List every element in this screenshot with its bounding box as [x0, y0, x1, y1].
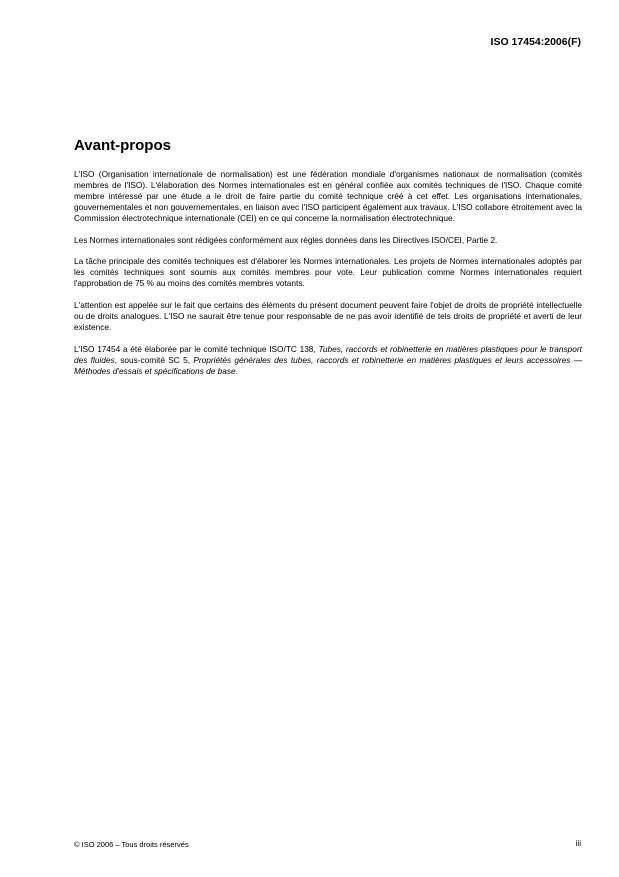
committee-title: Tubes, raccords et robinetterie en matières plastiques pour le transport des fluides: [74, 343, 582, 365]
paragraph-4: L'attention est appelée sur le fait que certains des éléments du présent document peuvent faire l'objet de droits de propriété intellectuelle ou de droits analogues. L'ISO ne saurait être tenue pour responsable de ne pas avoir identifié de tels droits de propriété et averti de leur existence.: [74, 300, 582, 332]
page-title: Avant-propos: [74, 137, 171, 154]
paragraph-5-text: L'ISO 17454 a été élaborée par le comité technique ISO/TC 138,: [74, 343, 319, 354]
foreword-body: [74, 169, 582, 377]
paragraph-5: [74, 344, 582, 377]
paragraph-3: La tâche principale des comités techniques est d'élaborer les Normes internationales. Les projets de Normes internationales adoptés par les comités techniques sont soumis aux comités membres pour vote. Leur publication comme Normes internationales requiert l'approbation de 75 % au moins des comités membres votants.: [74, 256, 582, 289]
paragraph-1: L'ISO (Organisation internationale de normalisation) est une fédération mondiale d'organismes nationaux de normalisation (comités membres de l'ISO). L'élaboration des Normes internationales est en général confiée aux comités techniques de l'ISO. Chaque comité membre intéressé par une étude a le droit de faire partie du comité technique créé à cet effet. Les organisations internationales, gouvernementales et non gouvernementales, en liaison avec l'ISO participent également aux travaux. L'ISO collabore étroitement avec la Commission électrotechnique internationale (CEI) en ce qui concerne la normalisation électrotechnique.: [74, 169, 582, 223]
standard-identifier: ISO 17454:2006(F): [490, 36, 581, 48]
paragraph-5-text: .: [235, 365, 238, 376]
paragraph-2: Les Normes internationales sont rédigées conformément aux règles données dans les Directives ISO/CEI, Partie 2.: [74, 234, 498, 245]
page-number: iii: [575, 839, 581, 848]
copyright-notice: © ISO 2006 – Tous droits réservés: [74, 840, 189, 849]
paragraph-5-text: , sous-comité SC 5,: [114, 354, 194, 365]
subcommittee-title: Propriétés générales des tubes, raccords et robinetterie en matières plastiques et leurs accessoires — Méthodes d'essais et spécifications de base: [74, 354, 582, 376]
